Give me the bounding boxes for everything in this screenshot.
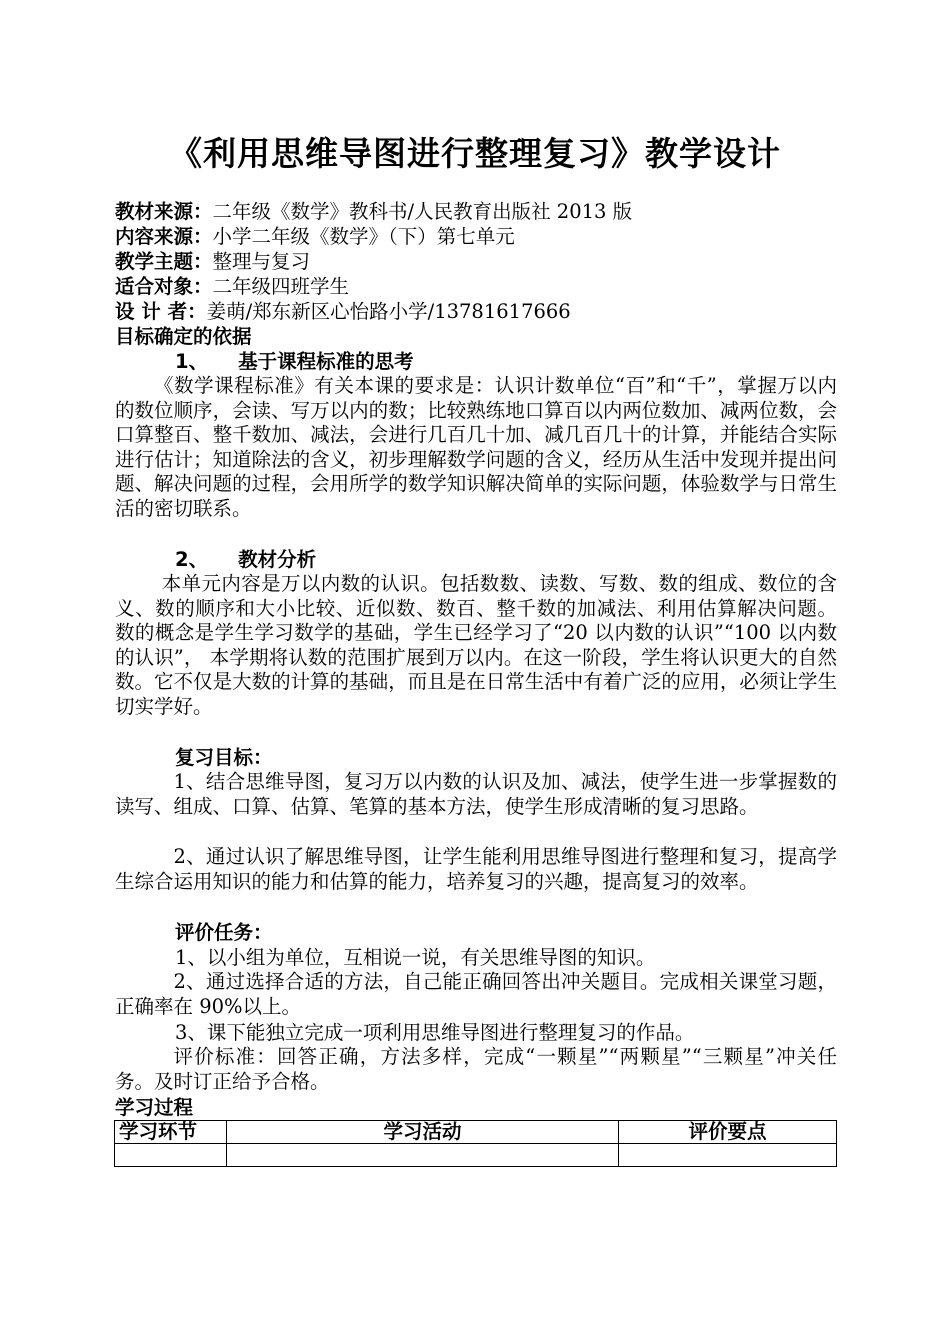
section-2-text: 本单元内容是万以内数的认识。包括数数、读数、写数、数的组成、数位的含义、数的顺序和大小比较、近似数、数百、整千数的加减法、利用估算解决问题。 数的概念是学生学习数学的基础，学生已经学习了“20 以内数的认识”“100 以内数的认识”， 本学期将认数的范围扩展到万以内。在这一阶段，学生将认识更大的自然数。它不仅是大数的计算的基础，而且是在日常生活中有着广泛的应用，必须让学生切实学好。 [115, 572, 837, 718]
meta-row-designer [115, 299, 855, 324]
process-heading: 学习过程 [115, 1096, 194, 1119]
meta-key: 设 计 者： [115, 300, 207, 323]
section-1-heading [175, 349, 414, 374]
section-1-title: 基于课程标准的思考 [238, 350, 414, 373]
meta-key: 适合对象： [115, 275, 213, 298]
table-cell [227, 1144, 619, 1167]
meta-row-content [115, 224, 855, 249]
meta-value: 姜萌/郑东新区心怡路小学/13781617666 [206, 300, 571, 323]
section-1-text: 《数学课程标准》有关本课的要求是：认识计数单位“百”和“千”，掌握万以内的数位顺序，会读、写万以内的数；比较熟练地口算百以内两位数加、减两位数，会口算整百、整千数加、减法，会进行几百几十加、减几百几十的计算，并能结合实际进行估计；知道除法的含义，初步理解数学问题的含义，经历从生活中发现并提出问题、解决问题的过程，会用所学的数学知识解决简单的实际问题，体验数学与日常生活的密切联系。 [115, 374, 837, 520]
section-2-title: 教材分析 [238, 548, 317, 571]
goal-item-2: 2、通过认识了解思维导图，让学生能利用思维导图进行整理和复习，提高学生综合运用知识的能力和估算的能力，培养复习的兴趣，提高复习的效率。 [115, 845, 837, 893]
meta-value: 二年级《数学》教科书/人民教育出版社 2013 版 [212, 200, 633, 223]
basis-heading: 目标确定的依据 [115, 325, 252, 348]
meta-key: 教材来源： [115, 200, 213, 223]
meta-row-audience [115, 274, 855, 299]
meta-value: 整理与复习 [212, 250, 311, 273]
goal-item-1: 1、结合思维导图，复习万以内数的认识及加、减法，使学生进一步掌握数的读写、组成、口算、估算、笔算的基本方法，使学生形成清晰的复习思路。 [115, 770, 837, 818]
meta-value: 小学二年级《数学》（下）第七单元 [212, 225, 515, 248]
process-table-header-row [115, 1121, 837, 1144]
process-table [114, 1120, 837, 1167]
column-header-evaluation: 评价要点 [619, 1121, 837, 1144]
tasks-heading: 评价任务： [175, 921, 273, 944]
task-item-1: 1、以小组为单位，互相说一说，有关思维导图的知识。 [175, 946, 656, 969]
task-item-3: 3、课下能独立完成一项利用思维导图进行整理复习的作品。 [175, 1021, 695, 1044]
section-1-number: 1、 [175, 350, 209, 373]
meta-key: 内容来源： [115, 225, 213, 248]
meta-value: 二年级四班学生 [212, 275, 350, 298]
table-cell [619, 1144, 837, 1167]
meta-row-source [115, 199, 855, 224]
section-2-heading [175, 547, 316, 572]
evaluation-standard: 评价标准：回答正确，方法多样，完成“一颗星”“两颗星”“三颗星”冲关任务。及时订正给予合格。 [115, 1045, 837, 1093]
meta-row-theme [115, 249, 855, 274]
column-header-activity: 学习活动 [227, 1121, 619, 1144]
task-item-2: 2、通过选择合适的方法，自己能正确回答出冲关题目。完成相关课堂习题，正确率在 90%以上。 [115, 970, 837, 1018]
section-2-number: 2、 [175, 548, 209, 571]
table-cell [115, 1144, 227, 1167]
column-header-stage: 学习环节 [115, 1121, 227, 1144]
document-title: 《利用思维导图进行整理复习》教学设计 [169, 134, 781, 173]
goals-heading: 复习目标： [175, 746, 273, 769]
process-table-row [115, 1144, 837, 1167]
meta-key: 教学主题： [115, 250, 213, 273]
